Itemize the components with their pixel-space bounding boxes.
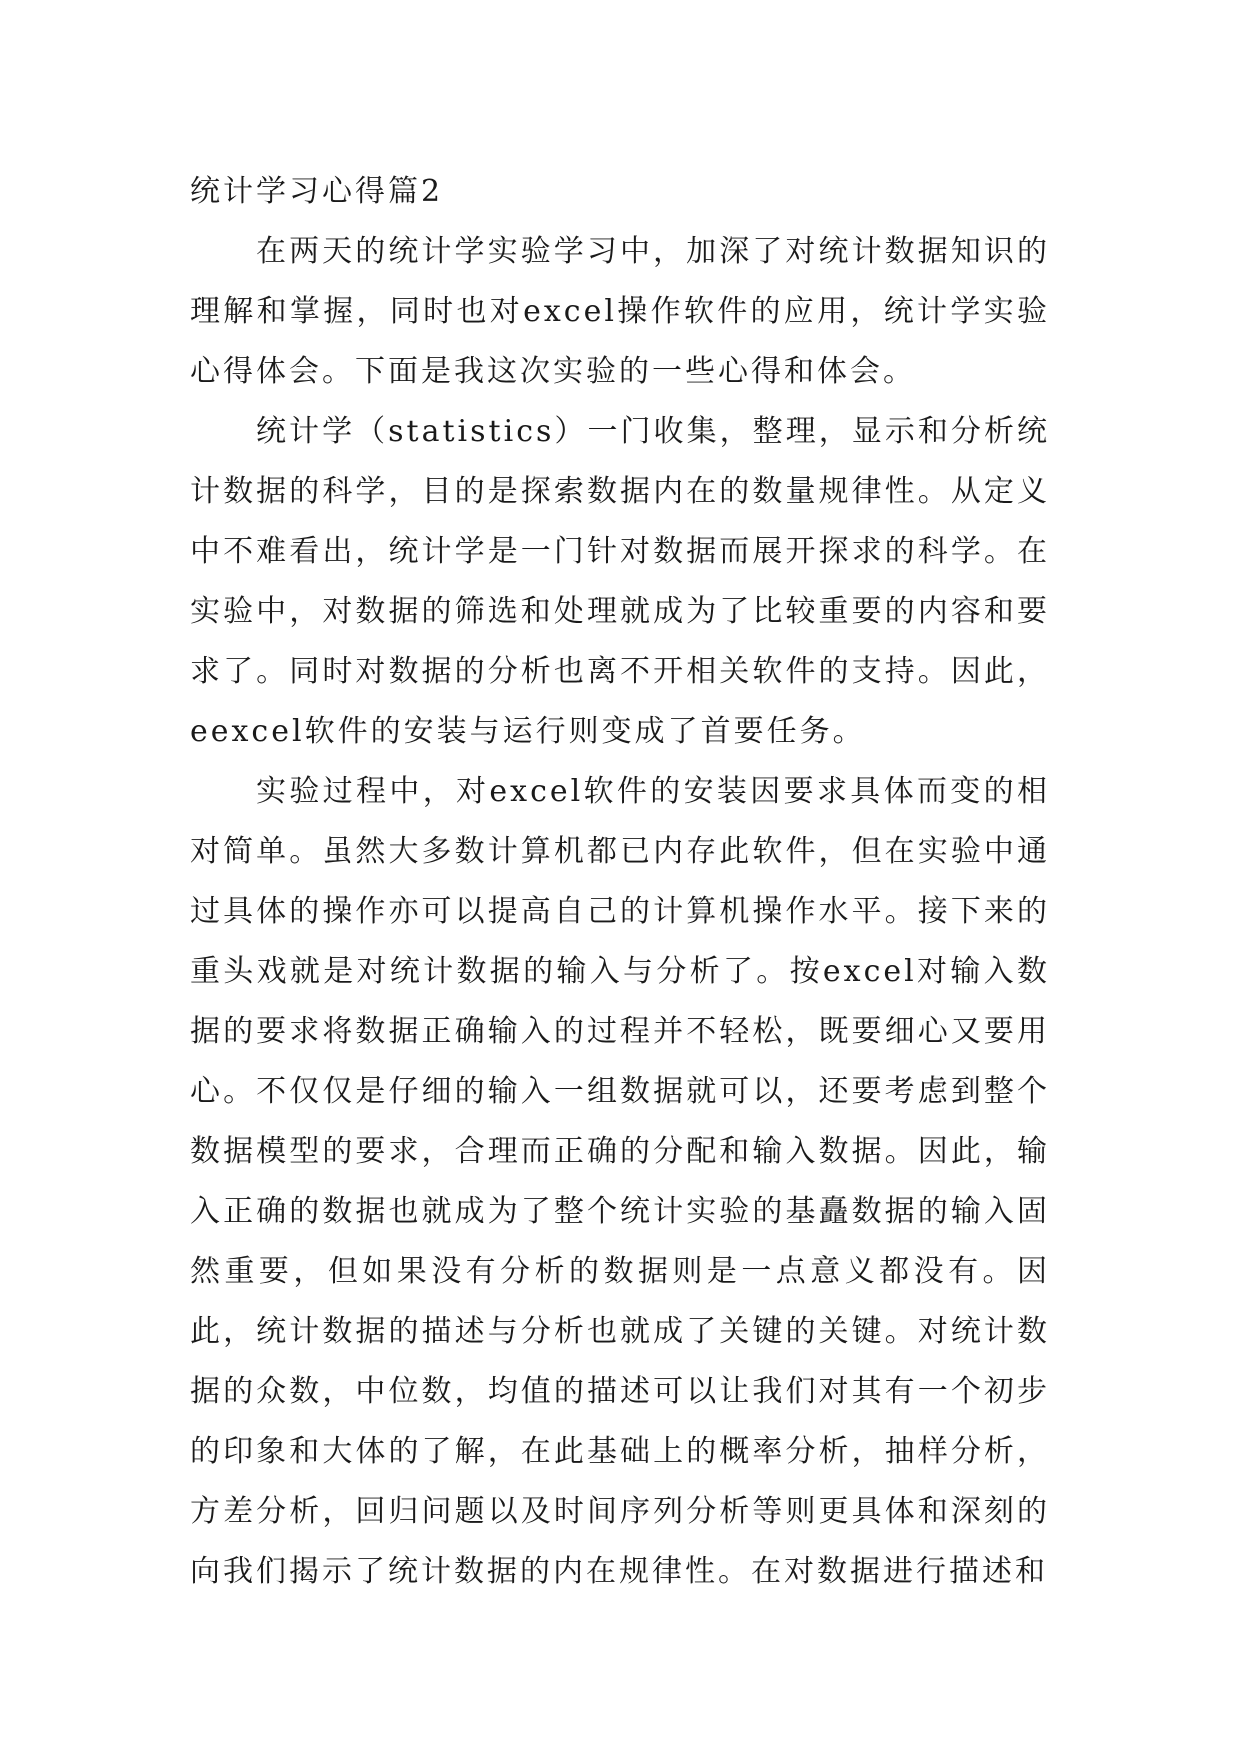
paragraph-experiment-process: 实验过程中，对excel软件的安装因要求具体而变的相对简单。虽然大多数计算机都已内存此软件，但在实验中通过具体的操作亦可以提高自己的计算机操作水平。接下来的重头戏就是对统计数据的输入与分析了。按excel对输入数据的要求将数据正确输入的过程并不轻松，既要细心又要用心。不仅仅是仔细的输入一组数据就可以，还要考虑到整个数据模型的要求，合理而正确的分配和输入数据。因此，输入正确的数据也就成为了整个统计实验的基矗数据的输入固然重要，但如果没有分析的数据则是一点意义都没有。因此，统计数据的描述与分析也就成了关键的关键。对统计数据的众数，中位数，均值的描述可以让我们对其有一个初步的印象和大体的了解，在此基础上的概率分析，抽样分析，方差分析，回归问题以及时间序列分析等则更具体和深刻的向我们揭示了统计数据的内在规律性。在对数据进行描述和 bbox=[190, 774, 1050, 1589]
paragraph-statistics-definition: 统计学（statistics）一门收集，整理，显示和分析统计数据的科学，目的是探索数据内在的数量规律性。从定义中不难看出，统计学是一门针对数据而展开探求的科学。在实验中，对数据的筛选和处理就成为了比较重要的内容和要求了。同时对数据的分析也离不开相关软件的支持。因此，eexcel软件的安装与运行则变成了首要任务。 bbox=[190, 414, 1050, 749]
paragraph-intro: 在两天的统计学实验学习中，加深了对统计数据知识的理解和掌握，同时也对excel操作软件的应用，统计学实验心得体会。下面是我这次实验的一些心得和体会。 bbox=[190, 234, 1050, 389]
document-body bbox=[190, 162, 1050, 1602]
document-title: 统计学习心得篇2 bbox=[190, 174, 444, 209]
